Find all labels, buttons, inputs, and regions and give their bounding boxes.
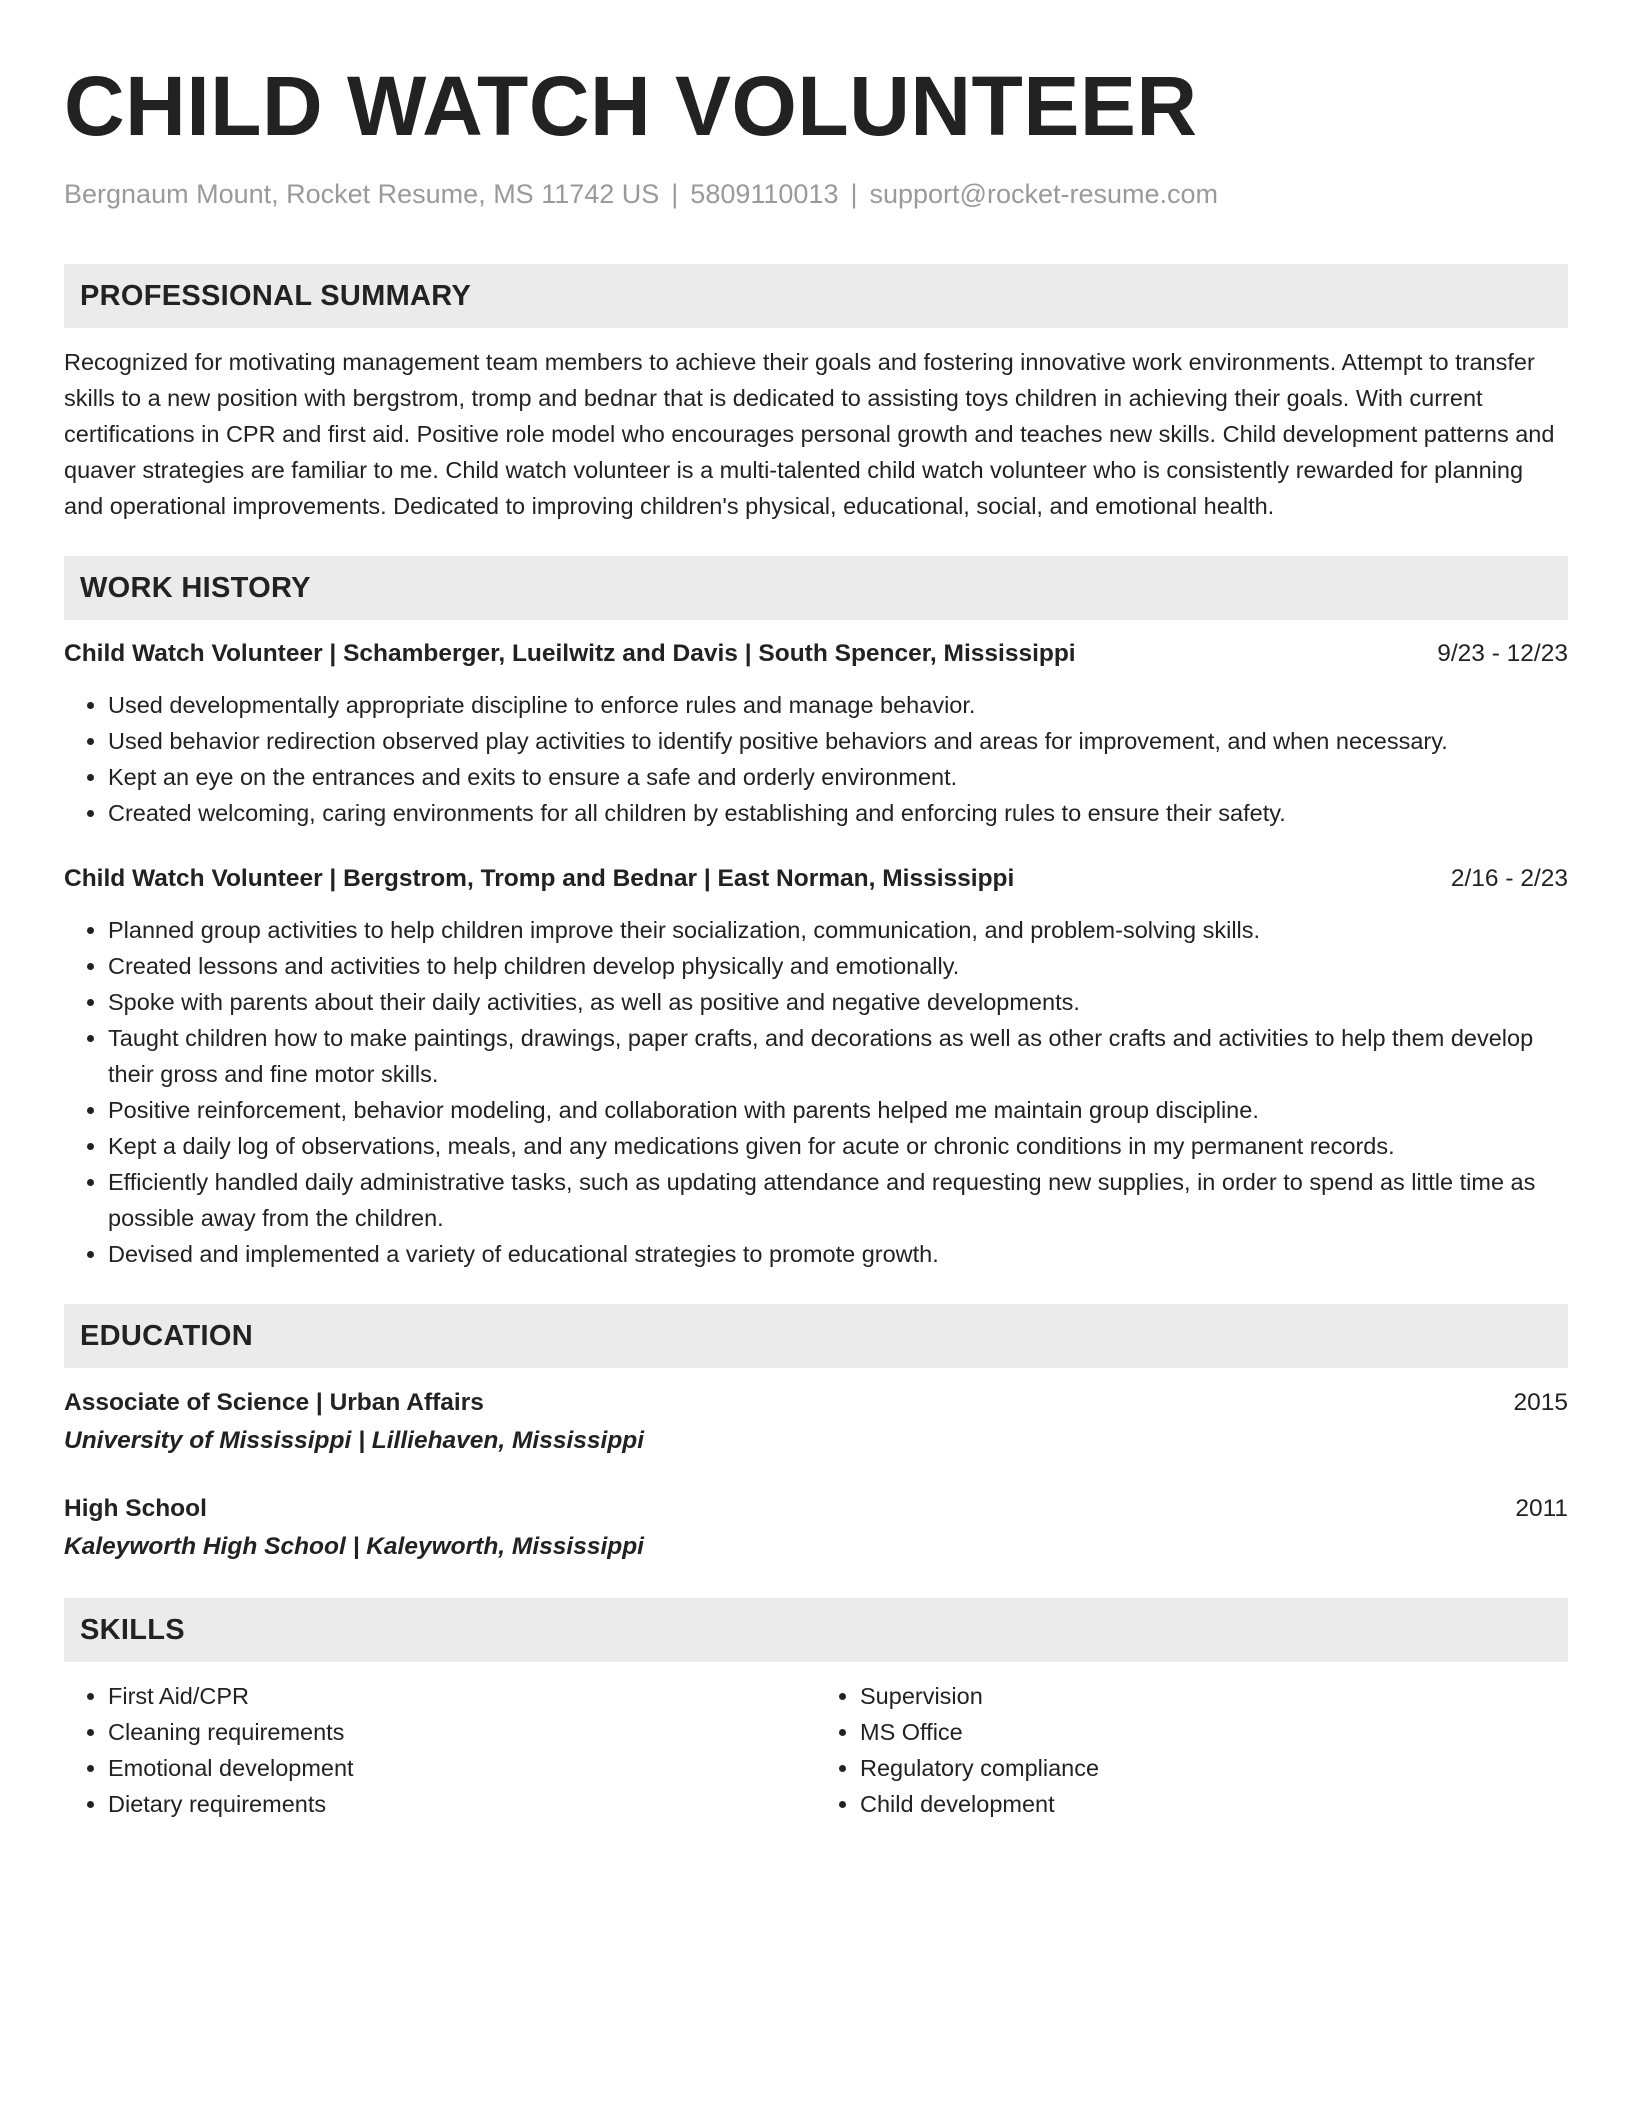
job-dates: 2/16 - 2/23 (1450, 865, 1568, 892)
education-year: 2015 (1513, 1389, 1568, 1416)
contact-separator: | (671, 179, 679, 209)
skill-item: • Emotional development (108, 1750, 816, 1786)
job-header (64, 861, 1568, 897)
contact-separator: | (850, 179, 858, 209)
job-bullet: • Taught children how to make paintings, drawings, paper crafts, and decorations as well as other crafts and activities to help them develop their gross and fine motor skills. (108, 1020, 1568, 1092)
job-bullets (64, 912, 1568, 1272)
job-entry (64, 861, 1568, 1272)
job-bullet: • Efficiently handled daily administrative tasks, such as updating attendance and requesting new supplies, in order to spend as little time as possible away from the children. (108, 1164, 1568, 1236)
resume-name: CHILD WATCH VOLUNTEER (64, 59, 1198, 153)
education-degree: Associate of Science | Urban Affairs (64, 1389, 484, 1416)
job-bullet: • Devised and implemented a variety of educational strategies to promote growth. (108, 1236, 1568, 1272)
skill-item: • First Aid/CPR (108, 1678, 816, 1714)
skill-item: • Supervision (860, 1678, 1568, 1714)
job-entry (64, 636, 1568, 831)
education-year: 2011 (1515, 1495, 1568, 1522)
education-heading: EDUCATION (80, 1319, 253, 1352)
education-header (64, 1490, 1568, 1528)
skills-column-right (816, 1678, 1568, 1822)
job-bullet: • Positive reinforcement, behavior modeling, and collaboration with parents helped me maintain group discipline. (108, 1092, 1568, 1128)
job-bullet: • Created welcoming, caring environments for all children by establishing and enforcing rules to ensure their safety. (108, 795, 1568, 831)
summary-text: Recognized for motivating management team members to achieve their goals and fostering innovative work environments. Attempt to transfer skills to a new position with bergstrom, tromp and bednar that is dedicated to assisting toys children in achieving their goals. With current certifications in CPR and first aid. Positive role model who encourages personal growth and teaches new skills. Child development patterns and quaver strategies are familiar to me. Child watch volunteer is a multi-talented child watch volunteer who is consistently rewarded for planning and operational improvements. Dedicated to improving children's physical, educational, social, and emotional health. (64, 349, 1555, 519)
skill-item: • Cleaning requirements (108, 1714, 816, 1750)
job-bullet: • Spoke with parents about their daily activities, as well as positive and negative developments. (108, 984, 1568, 1020)
education-entry (64, 1490, 1568, 1566)
job-bullet: • Kept a daily log of observations, meals, and any medications given for acute or chronic conditions in my permanent records. (108, 1128, 1568, 1164)
job-bullet: • Kept an eye on the entrances and exits to ensure a safe and orderly environment. (108, 759, 1568, 795)
skill-item: • Child development (860, 1786, 1568, 1822)
skills-heading: SKILLS (80, 1613, 185, 1646)
job-bullet: • Used behavior redirection observed play activities to identify positive behaviors and areas for improvement, and when necessary. (108, 723, 1568, 759)
contact-address: Bergnaum Mount, Rocket Resume, MS 11742 US (64, 179, 660, 209)
education-entry (64, 1384, 1568, 1460)
job-header (64, 636, 1568, 672)
job-bullet: • Planned group activities to help children improve their socialization, communication, and problem-solving skills. (108, 912, 1568, 948)
contact-email: support@rocket-resume.com (869, 179, 1219, 209)
contact-phone: 5809110013 (690, 179, 839, 209)
skills-column-left (64, 1678, 816, 1822)
job-title: Child Watch Volunteer | Schamberger, Lueilwitz and Davis | South Spencer, Mississippi (64, 640, 1076, 667)
summary-section-header (64, 264, 1568, 328)
work-heading: WORK HISTORY (80, 571, 311, 604)
job-bullet: • Created lessons and activities to help children develop physically and emotionally. (108, 948, 1568, 984)
education-school: Kaleyworth High School | Kaleyworth, Mississippi (64, 1533, 644, 1560)
summary-heading: PROFESSIONAL SUMMARY (80, 279, 472, 312)
skill-item: • MS Office (860, 1714, 1568, 1750)
education-school: University of Mississippi | Lilliehaven, Mississippi (64, 1427, 645, 1454)
skills-list (64, 1678, 1568, 1822)
skill-item: • Regulatory compliance (860, 1750, 1568, 1786)
education-degree: High School (64, 1495, 207, 1522)
skills-section-header (64, 1598, 1568, 1662)
contact-line (64, 176, 1568, 212)
education-header (64, 1384, 1568, 1422)
education-section-header (64, 1304, 1568, 1368)
job-title: Child Watch Volunteer | Bergstrom, Tromp and Bednar | East Norman, Mississippi (64, 865, 1015, 892)
work-section-header (64, 556, 1568, 620)
job-bullet: • Used developmentally appropriate discipline to enforce rules and manage behavior. (108, 687, 1568, 723)
skill-item: • Dietary requirements (108, 1786, 816, 1822)
job-dates: 9/23 - 12/23 (1437, 640, 1568, 667)
job-bullets (64, 687, 1568, 831)
